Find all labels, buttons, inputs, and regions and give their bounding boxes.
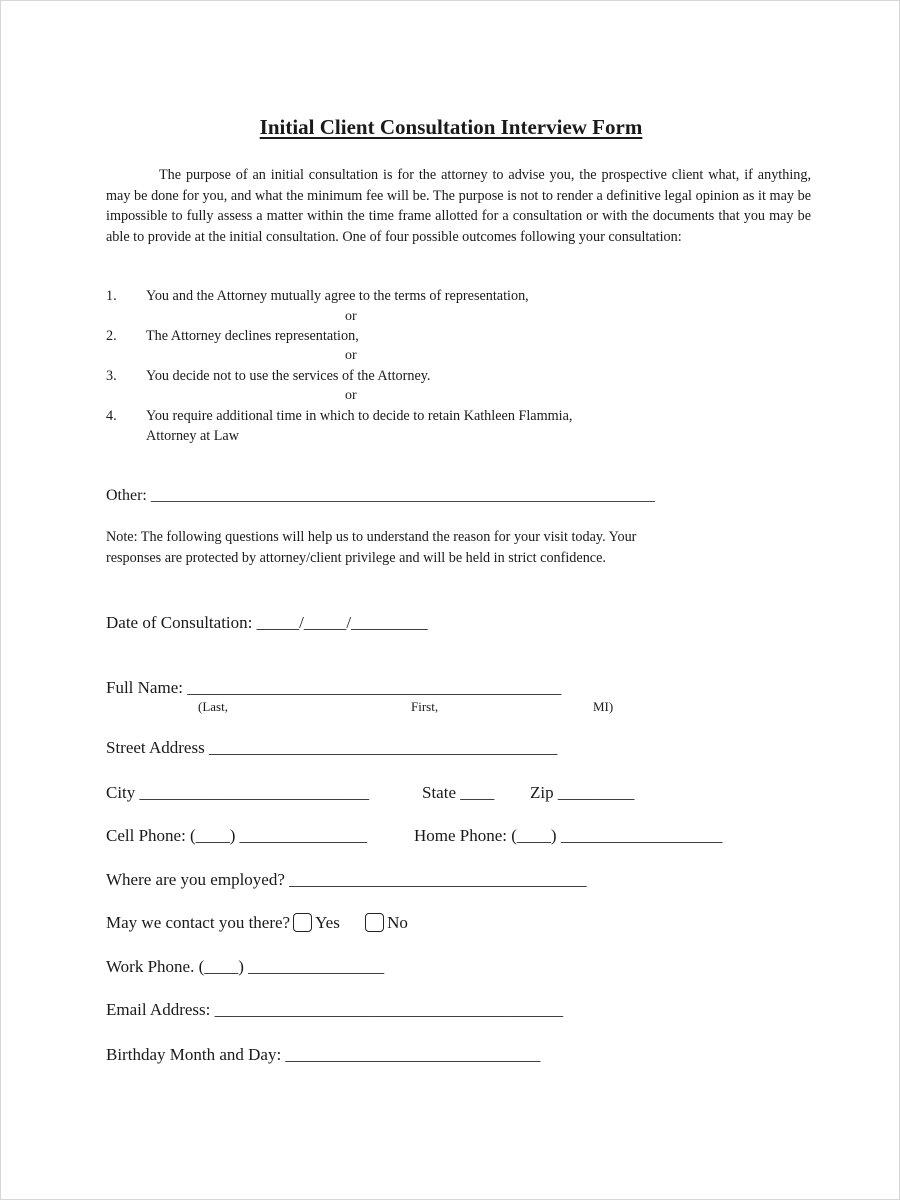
outcome-number-2: 2.: [106, 328, 117, 344]
or-separator-3: or: [345, 388, 357, 403]
outcome-text-4-continued: Attorney at Law: [146, 428, 239, 444]
or-separator-2: or: [345, 348, 357, 363]
other-field[interactable]: Other: _______________________________________________________________: [106, 487, 655, 504]
city-field[interactable]: City ___________________________: [106, 783, 370, 802]
outcome-number-4: 4.: [106, 408, 117, 424]
outcome-text-4: You require additional time in which to decide to retain Kathleen Flammia,: [146, 408, 573, 424]
street-address-field[interactable]: Street Address _________________________________________: [106, 738, 558, 757]
full-name-last-label: (Last,: [198, 699, 228, 714]
contact-question-label: May we contact you there?: [106, 913, 291, 932]
home-phone-field[interactable]: Home Phone: (____) ___________________: [414, 826, 723, 845]
no-checkbox[interactable]: [365, 913, 384, 932]
or-separator-1: or: [345, 309, 357, 324]
full-name-first-label: First,: [411, 699, 439, 714]
work-phone-field[interactable]: Work Phone. (____) ________________: [106, 957, 385, 976]
full-name-field[interactable]: Full Name: ____________________________________________: [106, 678, 562, 697]
contact-permission-row: [106, 913, 408, 933]
outcome-text-1: You and the Attorney mutually agree to the terms of representation,: [146, 288, 529, 304]
yes-label: Yes: [315, 913, 340, 932]
zip-field[interactable]: Zip _________: [530, 783, 635, 802]
full-name-mi-label: MI): [593, 699, 614, 714]
date-of-consultation-field[interactable]: Date of Consultation: _____/_____/_________: [106, 613, 428, 632]
outcome-text-2: The Attorney declines representation,: [146, 328, 359, 344]
intro-paragraph: [106, 165, 811, 247]
no-label: No: [387, 913, 408, 932]
state-field[interactable]: State ____: [422, 783, 495, 802]
outcome-number-1: 1.: [106, 288, 117, 304]
birthday-field[interactable]: Birthday Month and Day: ______________________________: [106, 1045, 541, 1064]
note-line-2: responses are protected by attorney/client privilege and will be held in strict confidence.: [106, 550, 606, 566]
email-address-field[interactable]: Email Address: _________________________________________: [106, 1000, 564, 1019]
form-title: Initial Client Consultation Interview Form: [259, 115, 643, 139]
note-line-1: Note: The following questions will help us to understand the reason for your visit today. Your: [106, 529, 637, 545]
cell-phone-field[interactable]: Cell Phone: (____) _______________: [106, 826, 368, 845]
yes-checkbox[interactable]: [293, 913, 312, 932]
employer-field[interactable]: Where are you employed? ___________________________________: [106, 870, 587, 889]
intro-text: The purpose of an initial consultation is for the attorney to advise you, the prospective client what, if anything, may be done for you, and what the minimum fee will be. The purpose is not to render a definitive legal opinion as it may be impossible to fully assess a matter within the time frame allotted for a consultation or with the documents that you may be able to provide at the initial consultation. One of four possible outcomes following your consultation:: [106, 167, 811, 245]
outcome-number-3: 3.: [106, 368, 117, 384]
outcome-text-3: You decide not to use the services of the Attorney.: [146, 368, 431, 384]
